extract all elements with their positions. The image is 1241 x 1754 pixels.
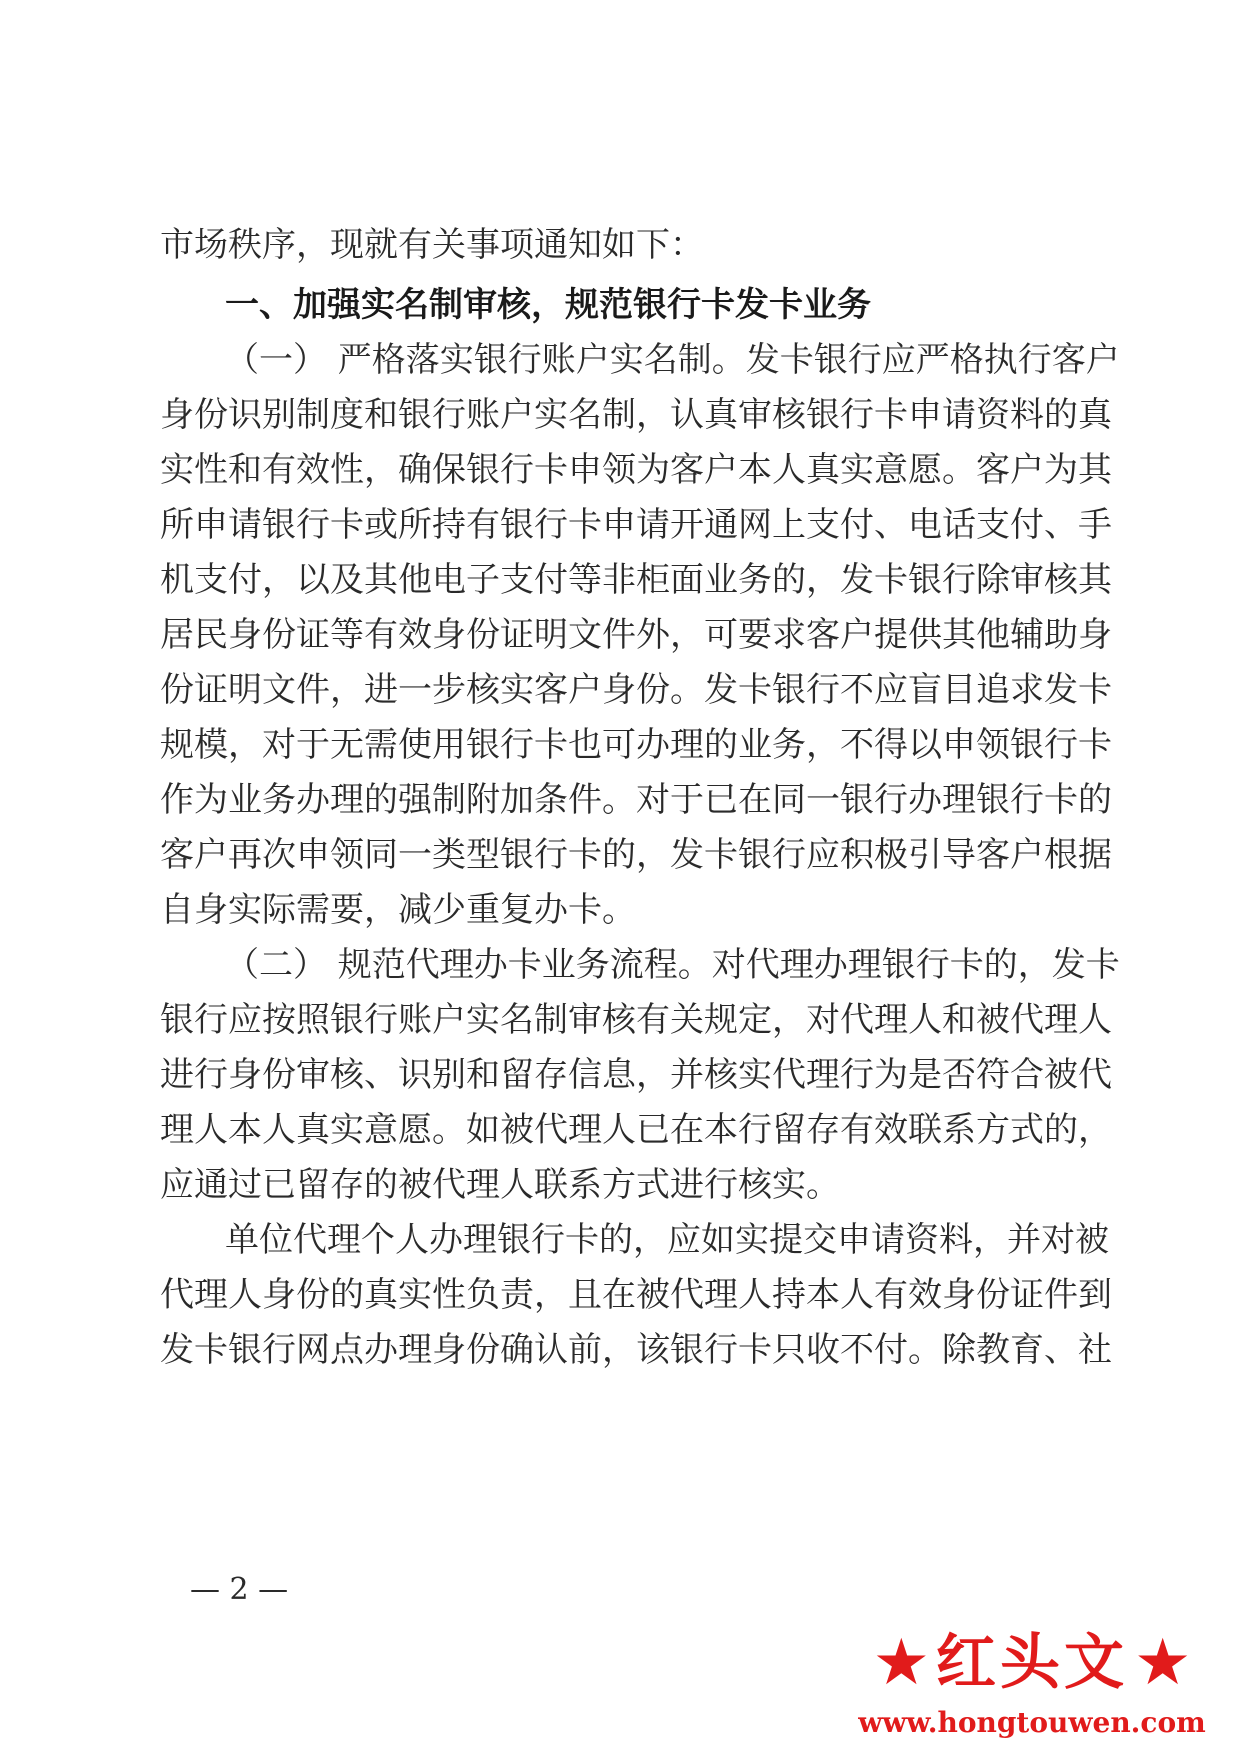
watermark-title: 红头文 (936, 1628, 1128, 1698)
body-line: 所申请银行卡或所持有银行卡申请开通网上支付、电话支付、手 (160, 505, 1112, 545)
body-line: （二） 规范代理办卡业务流程。对代理办理银行卡的，发卡 (225, 945, 1120, 985)
body-line: 身份识别制度和银行账户实名制，认真审核银行卡申请资料的真 (160, 395, 1112, 435)
section-heading: 一、加强实名制审核，规范银行卡发卡业务 (225, 285, 871, 325)
body-line: 代理人身份的真实性负责，且在被代理人持本人有效身份证件到 (160, 1275, 1112, 1315)
body-line: 理人本人真实意愿。如被代理人已在本行留存有效联系方式的， (160, 1110, 1112, 1150)
star-icon: ★ (1134, 1626, 1192, 1700)
body-line: 份证明文件，进一步核实客户身份。发卡银行不应盲目追求发卡 (160, 670, 1112, 710)
body-line: 客户再次申领同一类型银行卡的，发卡银行应积极引导客户根据 (160, 835, 1112, 875)
body-line: 自身实际需要，减少重复办卡。 (160, 890, 636, 930)
body-line: 银行应按照银行账户实名制审核有关规定，对代理人和被代理人 (160, 1000, 1112, 1040)
body-line: 市场秩序，现就有关事项通知如下： (160, 225, 704, 265)
body-line: 居民身份证等有效身份证明文件外，可要求客户提供其他辅助身 (160, 615, 1112, 655)
body-line: 应通过已留存的被代理人联系方式进行核实。 (160, 1165, 840, 1205)
body-line: 进行身份审核、识别和留存信息，并核实代理行为是否符合被代 (160, 1055, 1112, 1095)
body-line: 实性和有效性，确保银行卡申领为客户本人真实意愿。客户为其 (160, 450, 1112, 490)
watermark-logo (842, 1625, 1222, 1745)
watermark-url: www.hongtouwen.com (858, 1706, 1206, 1739)
watermark-title-row (842, 1625, 1222, 1701)
page-number: — 2 — (190, 1572, 289, 1607)
body-line: 作为业务办理的强制附加条件。对于已在同一银行办理银行卡的 (160, 780, 1112, 820)
body-line: （一） 严格落实银行账户实名制。发卡银行应严格执行客户 (225, 340, 1120, 380)
body-line: 机支付，以及其他电子支付等非柜面业务的，发卡银行除审核其 (160, 560, 1112, 600)
body-line: 规模，对于无需使用银行卡也可办理的业务，不得以申领银行卡 (160, 725, 1112, 765)
star-icon: ★ (872, 1626, 930, 1700)
body-line: 单位代理个人办理银行卡的，应如实提交申请资料，并对被 (225, 1220, 1109, 1260)
body-line: 发卡银行网点办理身份确认前，该银行卡只收不付。除教育、社 (160, 1330, 1112, 1370)
